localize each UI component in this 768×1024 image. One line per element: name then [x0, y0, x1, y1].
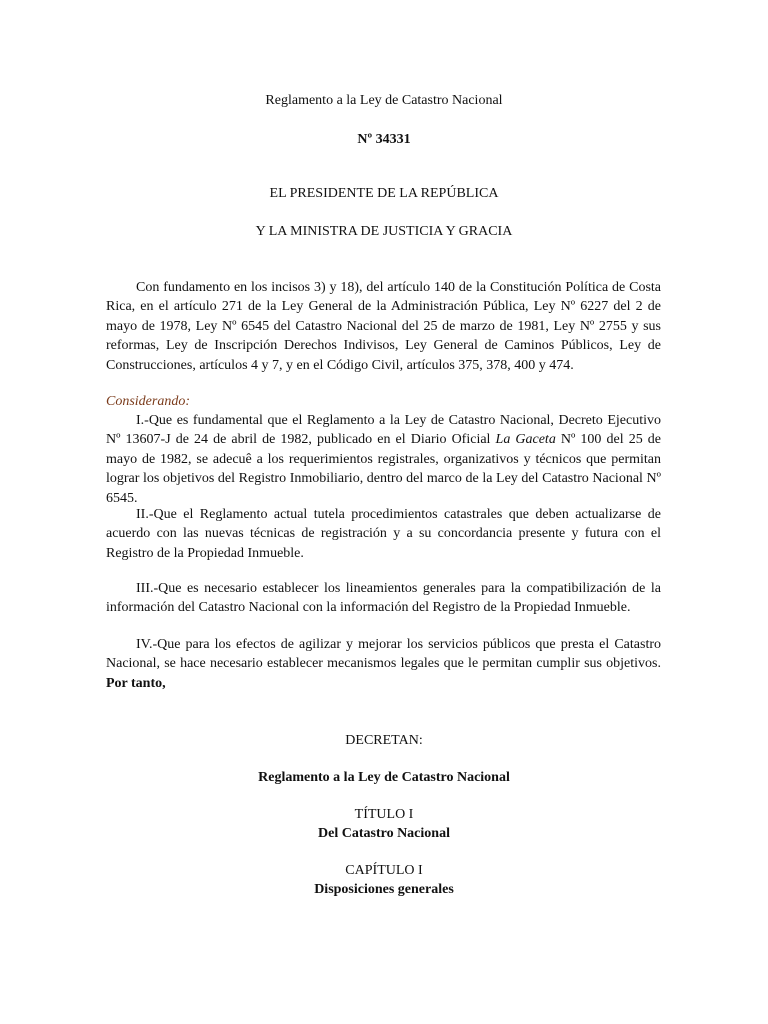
titulo-name: Del Catastro Nacional: [318, 826, 450, 841]
decree-number: Nº 34331: [357, 132, 411, 147]
reglamento-heading: Reglamento a la Ley de Catastro Nacional: [258, 770, 510, 785]
considerando-paragraph-1: [106, 411, 661, 508]
capitulo-heading: CAPÍTULO I: [345, 863, 423, 878]
paragraph-4-text: IV.-Que para los efectos de agilizar y mejorar los servicios públicos que presta el Catastro Nacional, se hace necesario establecer mecanismos legales que le permitan cumplir sus objetivos.: [106, 637, 661, 672]
minister-heading: Y LA MINISTRA DE JUSTICIA Y GRACIA: [255, 224, 513, 239]
document-title: Reglamento a la Ley de Catastro Nacional: [265, 93, 503, 108]
considerando-paragraph-3: III.-Que es necesario establecer los lineamientos generales para la compatibilización de la información del Catastro Nacional con la información del Registro de la Propiedad Inmueble.: [106, 581, 661, 616]
considerando-paragraph-2: II.-Que el Reglamento actual tutela procedimientos catastrales que deben actualizarse de acuerdo con las nuevas técnicas de registración y a su concordancia presente y futura con el Registro de la Propiedad Inmueble.: [106, 507, 661, 561]
titulo-heading: TÍTULO I: [354, 807, 414, 822]
paragraph-1-text-b: Nº 100 del 25 de mayo de 1982, se adecuê a los requerimientos registrales, organizativos y técnicos que permitan lograr los objetivos del Registro Inmobiliario, dentro del marco de la Ley del Catastro Nacional Nº 6545.: [106, 432, 661, 506]
president-heading: EL PRESIDENTE DE LA REPÚBLICA: [269, 186, 499, 201]
por-tanto-bold: Por tanto,: [106, 675, 166, 691]
paragraph-1-text-a: I.-Que es fundamental que el Reglamento a la Ley de Catastro Nacional, Decreto Ejecutivo Nº 13607-J de 24 de abril de 1982, publicado en el Diario Oficial: [106, 413, 661, 448]
preamble-paragraph: Con fundamento en los incisos 3) y 18), del artículo 140 de la Constitución Política de Costa Rica, en el artículo 271 de la Ley General de la Administración Pública, Ley Nº 6227 del 2 de mayo de 1978, Ley Nº 6545 del Catastro Nacional del 25 de marzo de 1981, Ley Nº 2755 y sus reformas, Ley de Inscripción Derechos Indivisos, Ley General de Caminos Públicos, Ley de Construcciones, artículos 4 y 7, y en el Código Civil, artículos 375, 378, 400 y 474.: [106, 280, 661, 373]
capitulo-name: Disposiciones generales: [314, 882, 454, 897]
decretan-heading: DECRETAN:: [345, 733, 423, 748]
considerando-paragraph-4: [106, 635, 661, 693]
la-gaceta-italic: La Gaceta: [495, 432, 556, 448]
considerando-label: Considerando:: [106, 394, 190, 409]
